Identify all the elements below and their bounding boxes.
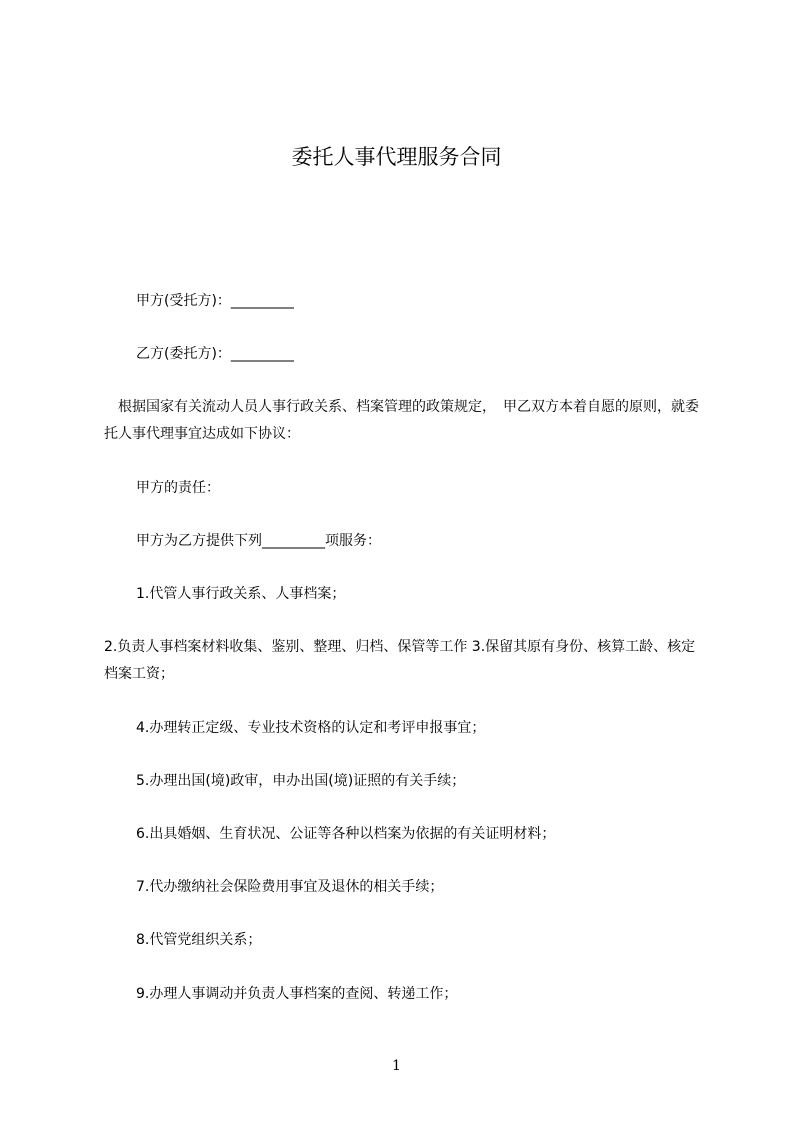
document-title: 委托人事代理服务合同 bbox=[291, 145, 502, 169]
intro-paragraph: 根据国家有关流动人员人事行政关系、档案管理的政策规定， 甲乙双方本着自愿的原则，就委托人事代理事宜达成如下协议： bbox=[104, 399, 699, 442]
list-item: 6.出具婚姻、生育状况、公证等各种以档案为依据的有关证明材料； bbox=[136, 826, 556, 842]
party-a-line: 甲方(受托方)：_________ bbox=[136, 293, 294, 309]
services-intro: 甲方为乙方提供下列_________项服务： bbox=[136, 533, 381, 549]
section-heading: 甲方的责任： bbox=[136, 480, 220, 496]
list-item: 5.办理出国(境)政审，申办出国(境)证照的有关手续； bbox=[136, 773, 466, 789]
party-b-line: 乙方(委托方)：_________ bbox=[136, 346, 294, 362]
list-item: 7.代办缴纳社会保险费用事宜及退休的相关手续； bbox=[136, 879, 444, 895]
list-item: 8.代管党组织关系； bbox=[136, 932, 262, 948]
list-item: 9.办理人事调动并负责人事档案的查阅、转递工作； bbox=[136, 986, 458, 1002]
list-item: 4.办理转正定级、专业技术资格的认定和考评申报事宜； bbox=[136, 720, 486, 736]
list-item: 2.负责人事档案材料收集、鉴别、整理、归档、保管等工作 3.保留其原有身份、核算工龄、核定档案工资； bbox=[104, 639, 696, 682]
page-number: 1 bbox=[392, 1058, 401, 1074]
list-item: 1.代管人事行政关系、人事档案； bbox=[136, 586, 346, 602]
